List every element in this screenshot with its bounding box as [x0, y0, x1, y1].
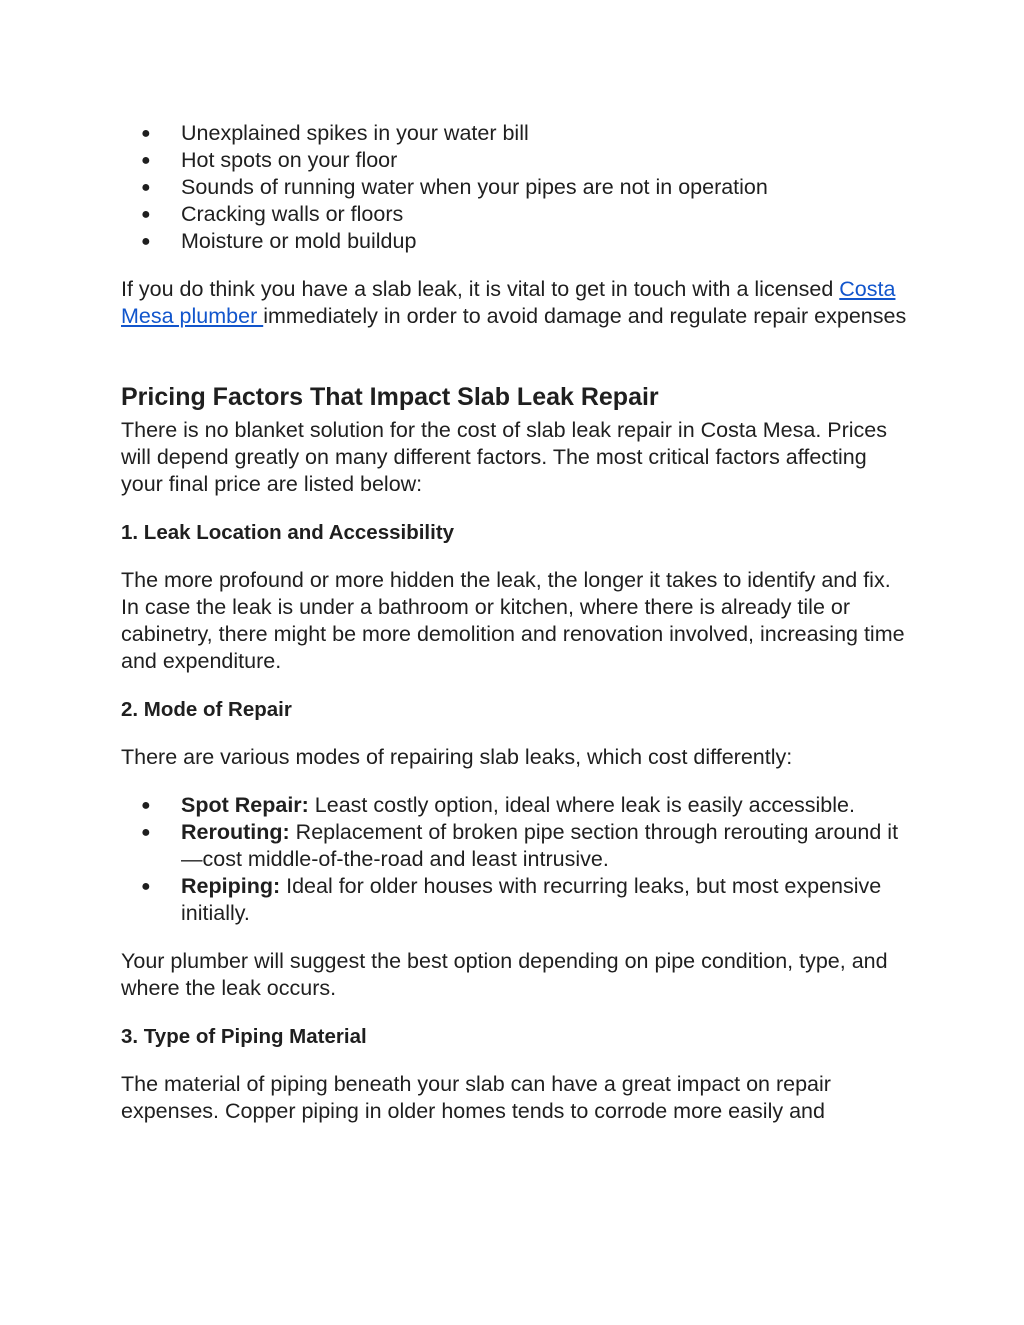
list-item: ● Repiping: Ideal for older houses with recurring leaks, but most expensive initially. — [141, 874, 882, 925]
list-item: ● Hot spots on your floor — [141, 148, 398, 172]
list-item: ● Rerouting: Replacement of broken pipe section through rerouting around it—cost middle-of-the-road and least intrusive. — [141, 820, 899, 871]
factor2-heading: 2. Mode of Repair — [121, 698, 292, 721]
list-item: ● Cracking walls or floors — [141, 202, 404, 226]
list-item: ● Unexplained spikes in your water bill — [141, 121, 529, 145]
section-intro: There is no blanket solution for the cost of slab leak repair in Costa Mesa. Prices will depend greatly on many different factors. The most critical factors affecting your final price are listed below: — [121, 418, 888, 496]
factor3-heading: 3. Type of Piping Material — [121, 1025, 367, 1048]
document-page — [121, 120, 911, 1125]
list-item: ● Sounds of running water when your pipes are not in operation — [141, 175, 768, 199]
intro-paragraph: If you do think you have a slab leak, it is vital to get in touch with a licensed Costa Mesa plumber immediately in order to avoid damage and regulate repair expenses — [121, 277, 907, 328]
bullet-icon: ● — [141, 878, 151, 895]
factor1-heading: 1. Leak Location and Accessibility — [121, 521, 455, 544]
costa-mesa-plumber-link[interactable]: Costa Mesa plumber — [121, 277, 896, 328]
bullet-icon: ● — [141, 152, 151, 169]
factor2-intro: There are various modes of repairing slab leaks, which cost differently: — [121, 745, 793, 769]
repair-modes-list — [121, 792, 911, 927]
warning-signs-list — [121, 120, 911, 255]
factor3-body: The material of piping beneath your slab can have a great impact on repair expenses. Copper piping in older homes tends to corrode more easily and — [121, 1072, 831, 1123]
list-item: ● Spot Repair: Least costly option, ideal where leak is easily accessible. — [141, 793, 855, 817]
bullet-icon: ● — [141, 233, 151, 250]
bullet-icon: ● — [141, 179, 151, 196]
section-heading: Pricing Factors That Impact Slab Leak Repair — [121, 383, 659, 411]
factor1-body: The more profound or more hidden the leak, the longer it takes to identify and fix. In case the leak is under a bathroom or kitchen, where there is already tile or cabinetry, there might be more demolition and renovation involved, increasing time and expenditure. — [121, 568, 905, 673]
bullet-icon: ● — [141, 125, 151, 142]
factor2-outro: Your plumber will suggest the best option depending on pipe condition, type, and where the leak occurs. — [121, 949, 888, 1000]
bullet-icon: ● — [141, 797, 151, 814]
bullet-icon: ● — [141, 206, 151, 223]
bullet-icon: ● — [141, 824, 151, 841]
list-item: ● Moisture or mold buildup — [141, 229, 417, 253]
